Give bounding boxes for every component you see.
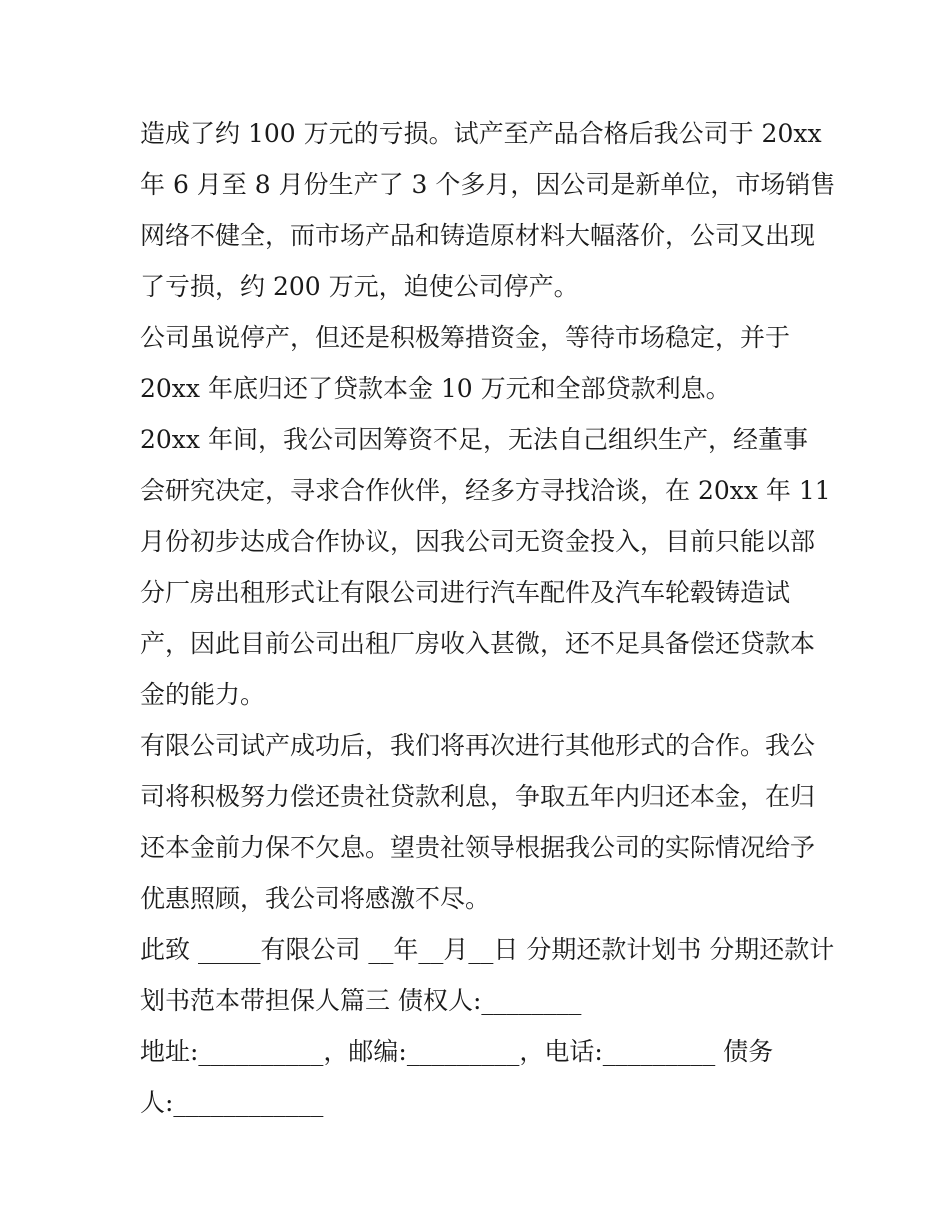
text-line: 分厂房出租形式让有限公司进行汽车配件及汽车轮毂铸造试	[140, 578, 791, 607]
text-line: 金的能力。	[140, 680, 266, 709]
text-line: 月份初步达成合作协议，因我公司无资金投入，目前只能以部	[140, 527, 816, 556]
document-body	[140, 108, 836, 1128]
text-line: 还本金前力保不欠息。望贵社领导根据我公司的实际情况给予	[140, 833, 816, 862]
text-line: 司将积极努力偿还贵社贷款利息，争取五年内归还本金，在归	[140, 782, 816, 811]
text-line: 网络不健全，而市场产品和铸造原材料大幅落价，公司又出现	[140, 221, 816, 250]
text-line: 了亏损，约 200 万元，迫使公司停产。	[140, 272, 579, 301]
text-line: 人:____________	[140, 1088, 324, 1117]
text-line: 此致 _____有限公司 __年__月__日 分期还款计划书 分期还款计	[140, 935, 835, 964]
text-line: 20xx 年底归还了贷款本金 10 万元和全部贷款利息。	[140, 374, 731, 403]
text-line: 造成了约 100 万元的亏损。试产至产品合格后我公司于 20xx	[140, 119, 822, 148]
text-line: 划书范本带担保人篇三 债权人:________	[140, 986, 582, 1015]
text-line: 优惠照顾，我公司将感激不尽。	[140, 884, 491, 913]
text-line: 产，因此目前公司出租厂房收入甚微，还不足具备偿还贷款本	[140, 629, 816, 658]
text-line: 有限公司试产成功后，我们将再次进行其他形式的合作。我公	[140, 731, 816, 760]
text-line: 地址:__________，邮编:_________，电话:_________ 债务	[140, 1037, 774, 1066]
text-line: 20xx 年间，我公司因筹资不足，无法自己组织生产，经董事	[140, 425, 808, 454]
text-line: 年 6 月至 8 月份生产了 3 个多月，因公司是新单位，市场销售	[140, 170, 836, 199]
text-line: 公司虽说停产，但还是积极筹措资金，等待市场稳定，并于	[140, 323, 791, 352]
text-line: 会研究决定，寻求合作伙伴，经多方寻找洽谈，在 20xx 年 11	[140, 476, 831, 505]
